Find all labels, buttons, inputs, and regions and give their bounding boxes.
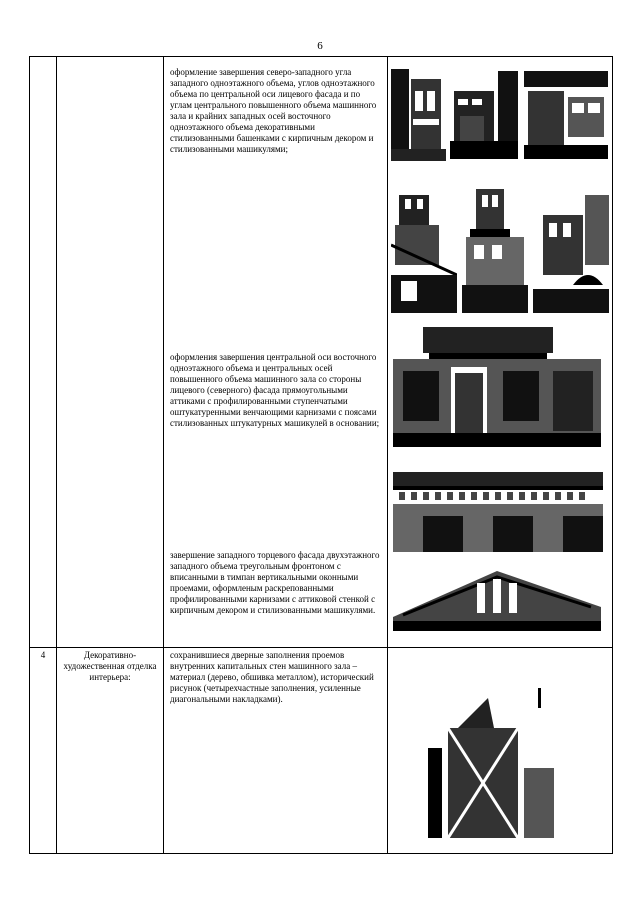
description-attics: оформления завершения центральной оси восточного одноэтажного объема и центральных осей повышенного объема машинного зала со стороны лицевого (северного) фасада прямоугольными аттиками с профилированными ступенчатыми оштукатуренными венчающими карнизами с поясами стилизованных штукатурных машикулей в основании; [170,352,380,428]
row-name-cell: Декоративно-художественная отделка интерьера: [57,648,164,854]
description-towers: оформление завершения северо-западного угла западного одноэтажного объема, углов одноэтажного объема по центральной оси лицевого фасада и по углам центрального повышенного объема машинного зала и крайних западных осей восточного одноэтажного объема декоративными стилизованными башенками с кирпичным декором и стилизованными машикулями; [170,67,377,154]
table-row-continued [30,57,613,648]
photo-attic-facade [393,327,601,447]
row-number-cell [30,57,57,648]
row-description-cell [164,648,388,854]
row-name-cell [57,57,164,648]
page-number: 6 [317,40,323,52]
description-doors: сохранившиеся дверные заполнения проемов внутренних капитальных стен машинного зала – материал (дерево, обшивка металлом), исторический рисунок (четырехчастные заполнения, усиленные диагональными накладками). [170,650,374,704]
photo-attic-cornice [393,472,603,552]
row-description-cell [164,57,388,648]
table-row-4 [30,648,613,854]
row-photo-cell [388,57,613,648]
monument-subject-table [29,56,613,854]
photo-tower-west [391,185,457,313]
photo-corner-tower-1 [391,69,446,161]
description-pediment: завершение западного торцевого фасада двухэтажного западного объема треугольным фронтоном с вписанными в тимпан вертикальными оконными проемами, оформленым раскрепованными профилированными карнизами с аттиковой стенкой с кирпичным декором и стилизованными машикулями. [170,550,380,615]
photo-tower-east [533,185,609,313]
photo-interior-door [428,688,558,838]
photo-west-pediment [393,567,601,631]
row-number-cell: 4 [30,648,57,854]
photo-corner-tower-2 [450,71,518,159]
photo-corner-tower-3 [524,71,608,159]
photo-tower-central [462,185,528,313]
row-photo-cell [388,648,613,854]
